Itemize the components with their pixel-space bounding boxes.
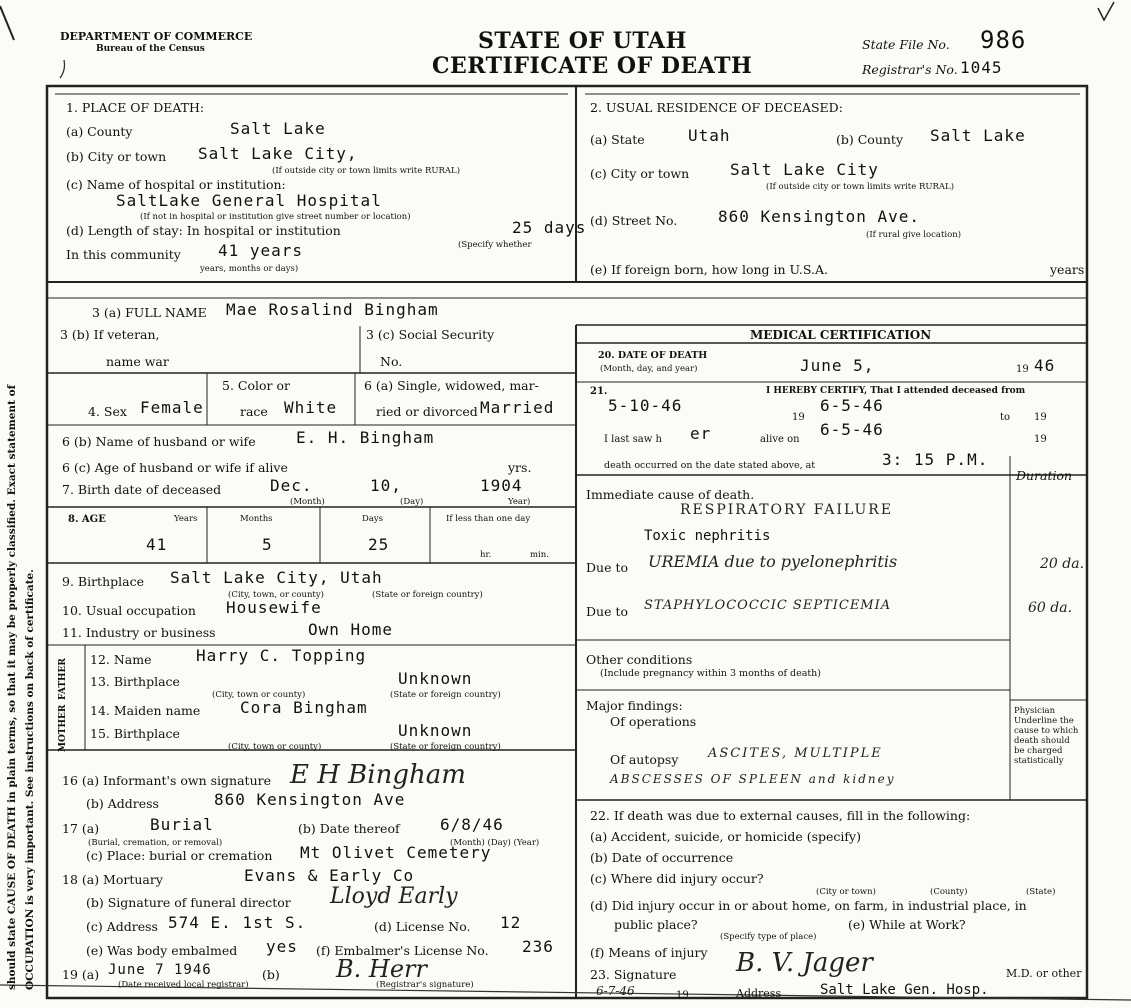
informant-sig-label: 16 (a) Informant's own signature	[62, 773, 271, 788]
embalmer-label: (f) Embalmer's License No.	[316, 943, 489, 958]
days-label: Days	[362, 514, 384, 524]
state-title: STATE OF UTAH	[478, 28, 687, 54]
mother-side-label: MOTHER	[58, 704, 68, 752]
immediate-cause-value2: Toxic nephritis	[644, 528, 771, 544]
occupation-label: 10. Usual occupation	[62, 603, 196, 618]
death-city-label: (b) City or town	[66, 149, 167, 164]
res-state-value: Utah	[688, 126, 731, 145]
residence-heading: 2. USUAL RESIDENCE OF DECEASED:	[590, 100, 843, 115]
hr-label: hr.	[480, 550, 492, 560]
certify-text: I HEREBY CERTIFY, That I attended deceased from	[766, 386, 1026, 396]
license-value: 12	[500, 913, 522, 932]
specify-note: (Specify whether	[458, 240, 532, 250]
place-of-death-heading: 1. PLACE OF DEATH:	[66, 100, 205, 115]
signature-date: 6-7-46	[596, 984, 635, 998]
public-label: public place?	[614, 917, 698, 932]
birth-date-label: 7. Birth date of deceased	[62, 482, 222, 497]
received-value: June 7 1946	[108, 962, 212, 978]
due2-duration: 60 da.	[1028, 600, 1073, 616]
signature-label: 23. Signature	[590, 967, 677, 982]
other-conditions-note: (Include pregnancy within 3 months of death)	[600, 668, 822, 679]
embalmer-value: 236	[522, 937, 554, 956]
death-city-note: (If outside city or town limits write RURAL)	[272, 166, 461, 176]
place-type-note: (Specify type of place)	[720, 932, 817, 942]
community-label: In this community	[66, 247, 181, 262]
min-label: min.	[530, 550, 549, 560]
mother-name-value: Cora Bingham	[240, 698, 368, 717]
hospital-note: (If not in hospital or institution give street number or location)	[140, 212, 411, 222]
age-months: 5	[262, 535, 273, 554]
autopsy-value2: ABSCESSES OF SPLEEN and kidney	[610, 772, 896, 786]
duration-label: Duration	[1016, 468, 1073, 483]
place-value: Mt Olivet Cemetery	[300, 843, 492, 862]
work-label: (e) While at Work?	[848, 917, 966, 932]
autopsy-label: Of autopsy	[610, 752, 679, 767]
license-label: (d) License No.	[374, 919, 471, 934]
disposition-date-label: (b) Date thereof	[298, 821, 400, 836]
months-label: Months	[240, 514, 273, 524]
operations-label: Of operations	[610, 714, 697, 729]
corner-stroke	[0, 6, 14, 40]
color-value: White	[284, 398, 338, 417]
registrar-sig-label: (b)	[262, 967, 280, 982]
spouse-value: E. H. Bingham	[296, 428, 435, 447]
informant-address-value: 860 Kensington Ave	[214, 790, 406, 809]
registrar-value: 1045	[960, 58, 1003, 77]
embalmed-label: (e) Was body embalmed	[86, 943, 238, 958]
mortuary-value: Evans & Early Co	[244, 866, 415, 885]
industry-label: 11. Industry or business	[62, 625, 216, 640]
month-note: (Month)	[290, 497, 325, 507]
death-county-label: (a) County	[66, 124, 133, 139]
res-foreign-suffix: years	[1050, 262, 1085, 277]
state-file-label: State File No.	[862, 37, 950, 52]
full-name-label: 3 (a) FULL NAME	[92, 305, 207, 320]
means-label: (f) Means of injury	[590, 945, 708, 960]
home-label: (d) Did injury occur in or about home, on farm, in industrial place, in	[590, 898, 1027, 913]
death-county-value: Salt Lake	[230, 119, 326, 138]
mother-name-label: 14. Maiden name	[90, 703, 201, 718]
place-label: (c) Place: burial or cremation	[86, 848, 273, 863]
father-birth-value: Unknown	[398, 669, 473, 688]
marital-value: Married	[480, 398, 555, 417]
due1-duration: 20 da.	[1040, 556, 1085, 572]
full-name-value: Mae Rosalind Bingham	[226, 300, 439, 319]
attended-to: 6-5-46	[820, 396, 884, 415]
mortuary-label: 18 (a) Mortuary	[62, 872, 163, 887]
birth-year: 1904	[480, 476, 523, 495]
registrar-note: (Registrar's signature)	[376, 980, 474, 990]
color-label-1: 5. Color or	[222, 378, 290, 393]
name-war-label: name war	[106, 354, 169, 369]
registrar-label: Registrar's No.	[862, 62, 958, 77]
major-findings-label: Major findings:	[586, 698, 683, 713]
industry-value: Own Home	[308, 620, 394, 639]
physician-signature: B. V. Jager	[736, 948, 873, 978]
due1-value: UREMIA due to pyelonephritis	[648, 552, 898, 571]
date-of-death-value: June 5,	[800, 356, 875, 375]
birthplace-note2: (State or foreign country)	[372, 590, 483, 600]
res-state-label: (a) State	[590, 132, 645, 147]
res-foreign-label: (e) If foreign born, how long in U.S.A.	[590, 262, 828, 277]
director-signature: Lloyd Early	[330, 884, 458, 909]
immediate-cause-value: RESPIRATORY FAILURE	[680, 502, 894, 518]
signature-year-prefix: 19	[676, 990, 689, 1001]
alive-value: 6-5-46	[820, 420, 884, 439]
informant-address-label: (b) Address	[86, 796, 159, 811]
spouse-age-label: 6 (c) Age of husband or wife if alive	[62, 460, 288, 475]
external-causes-label: 22. If death was due to external causes, fill in the following:	[590, 808, 971, 823]
father-name-label: 12. Name	[90, 652, 152, 667]
birth-day: 10,	[370, 476, 402, 495]
due2-value: STAPHYLOCOCCIC SEPTICEMIA	[644, 598, 892, 613]
mother-state-note: (State or foreign country)	[390, 742, 501, 752]
father-side-label: FATHER	[58, 658, 68, 700]
md-label: M.D. or other	[1006, 967, 1082, 980]
department-label: DEPARTMENT OF COMMERCE	[60, 30, 253, 43]
attended-from: 5-10-46	[608, 396, 683, 415]
date-of-death-note: (Month, day, and year)	[600, 364, 698, 374]
immediate-cause-label: Immediate cause of death.	[586, 487, 755, 502]
ss-no-label: No.	[380, 354, 403, 369]
res-street-note: (If rural give location)	[866, 230, 962, 240]
date-of-death-label: 20. DATE OF DEATH	[598, 350, 708, 361]
mother-birth-label: 15. Birthplace	[90, 726, 180, 741]
attended-to-prefix: 19	[792, 412, 805, 423]
disposition-note: (Burial, cremation, or removal)	[88, 838, 223, 848]
last-saw-label: I last saw h	[604, 434, 662, 445]
day-note: (Day)	[400, 497, 424, 507]
birthplace-value: Salt Lake City, Utah	[170, 568, 383, 587]
stay-value: 25 days	[512, 218, 587, 237]
side-note-1: should state CAUSE OF DEATH in plain terms, so that it may be properly classified. Exact statement of	[6, 384, 18, 990]
less-day-label: If less than one day	[446, 514, 531, 524]
received-note: (Date received local registrar)	[118, 980, 249, 990]
year-note: Year)	[508, 497, 531, 507]
age-years: 41	[146, 535, 168, 554]
veteran-label: 3 (b) If veteran,	[60, 327, 160, 342]
birth-month: Dec.	[270, 476, 313, 495]
where-county-note: (County)	[930, 887, 968, 897]
hospital-value: SaltLake General Hospital	[116, 191, 382, 210]
mother-birth-value: Unknown	[398, 721, 473, 740]
address2-label: (c) Address	[86, 919, 158, 934]
res-street-label: (d) Street No.	[590, 213, 678, 228]
stay-label: (d) Length of stay: In hospital or institution	[66, 223, 341, 238]
res-county-value: Salt Lake	[930, 126, 1026, 145]
embalmed-value: yes	[266, 937, 298, 956]
other-conditions-label: Other conditions	[586, 652, 693, 667]
mother-city-note: (City, town or county)	[228, 742, 322, 752]
medical-heading: MEDICAL CERTIFICATION	[750, 328, 932, 342]
received-label: 19 (a)	[62, 967, 100, 982]
last-saw-value: er	[690, 424, 712, 443]
alive-year-prefix: 19	[1034, 434, 1047, 445]
state-file-value: 986	[980, 26, 1027, 54]
occurred-label: death occurred on the date stated above, at	[604, 460, 816, 471]
where-state-note: (State)	[1026, 887, 1056, 897]
ss-label: 3 (c) Social Security	[366, 327, 495, 342]
physician-note: Physician Underline the cause to which death should be charged statistically	[1014, 706, 1079, 766]
sig-address-label: Address	[736, 987, 782, 1000]
item21-label: 21.	[590, 386, 608, 397]
res-county-label: (b) County	[836, 132, 904, 147]
disposition-label: 17 (a)	[62, 821, 100, 836]
birthplace-note1: (City, town, or county)	[228, 590, 324, 600]
to-word: to	[1000, 412, 1011, 423]
spouse-label: 6 (b) Name of husband or wife	[62, 434, 256, 449]
death-city-value: Salt Lake City,	[198, 144, 358, 163]
autopsy-value: ASCITES, MULTIPLE	[708, 746, 883, 761]
res-city-value: Salt Lake City	[730, 160, 879, 179]
age-days: 25	[368, 535, 390, 554]
alive-label: alive on	[760, 434, 800, 445]
occurrence-label: (b) Date of occurrence	[590, 850, 734, 865]
certificate-title: CERTIFICATE OF DEATH	[432, 53, 753, 79]
father-city-note: (City, town or county)	[212, 690, 306, 700]
sig-address-value: Salt Lake Gen. Hosp.	[820, 982, 989, 998]
res-street-value: 860 Kensington Ave.	[718, 207, 921, 226]
occupation-value: Housewife	[226, 598, 322, 617]
birthplace-label: 9. Birthplace	[62, 574, 144, 589]
years-label: Years	[174, 514, 198, 524]
disposition-date-value: 6/8/46	[440, 815, 504, 834]
res-city-label: (c) City or town	[590, 166, 690, 181]
sex-value: Female	[140, 398, 204, 417]
date-year-prefix: 19	[1016, 364, 1029, 375]
informant-signature: E H Bingham	[290, 760, 466, 790]
bureau-label: Bureau of the Census	[96, 44, 205, 54]
director-label: (b) Signature of funeral director	[86, 895, 291, 910]
father-state-note: (State or foreign country)	[390, 690, 501, 700]
where-city-note: (City or town)	[816, 887, 876, 897]
to-year-prefix: 19	[1034, 412, 1047, 423]
check-mark-icon	[1098, 2, 1114, 20]
marital-label-2: ried or divorced	[376, 404, 478, 419]
disposition-value: Burial	[150, 815, 214, 834]
community-value: 41 years	[218, 241, 304, 260]
disposition-date-note: (Month) (Day) (Year)	[450, 838, 540, 848]
accident-label: (a) Accident, suicide, or homicide (specify)	[590, 829, 861, 844]
due1-label: Due to	[586, 560, 628, 575]
res-city-note: (If outside city or town limits write RURAL)	[766, 182, 955, 192]
time-value: 3: 15 P.M.	[882, 450, 989, 469]
side-note-2: OCCUPATION is very important. See instructions on back of certificate.	[24, 569, 36, 990]
sex-label: 4. Sex	[88, 404, 127, 419]
father-birth-label: 13. Birthplace	[90, 674, 180, 689]
color-label-2: race	[240, 404, 268, 419]
date-year-value: 46	[1034, 356, 1056, 375]
spouse-age-suffix: yrs.	[508, 460, 532, 475]
due2-label: Due to	[586, 604, 628, 619]
address2-value: 574 E. 1st S.	[168, 913, 307, 932]
marital-label-1: 6 (a) Single, widowed, mar-	[364, 378, 539, 393]
father-name-value: Harry C. Topping	[196, 646, 367, 665]
age-label: 8. AGE	[68, 514, 106, 525]
registrar-signature: B. Herr	[336, 955, 427, 983]
ymd-note: years, months or days)	[200, 264, 299, 274]
hospital-label: (c) Name of hospital or institution:	[66, 177, 286, 192]
where-label: (c) Where did injury occur?	[590, 871, 764, 886]
